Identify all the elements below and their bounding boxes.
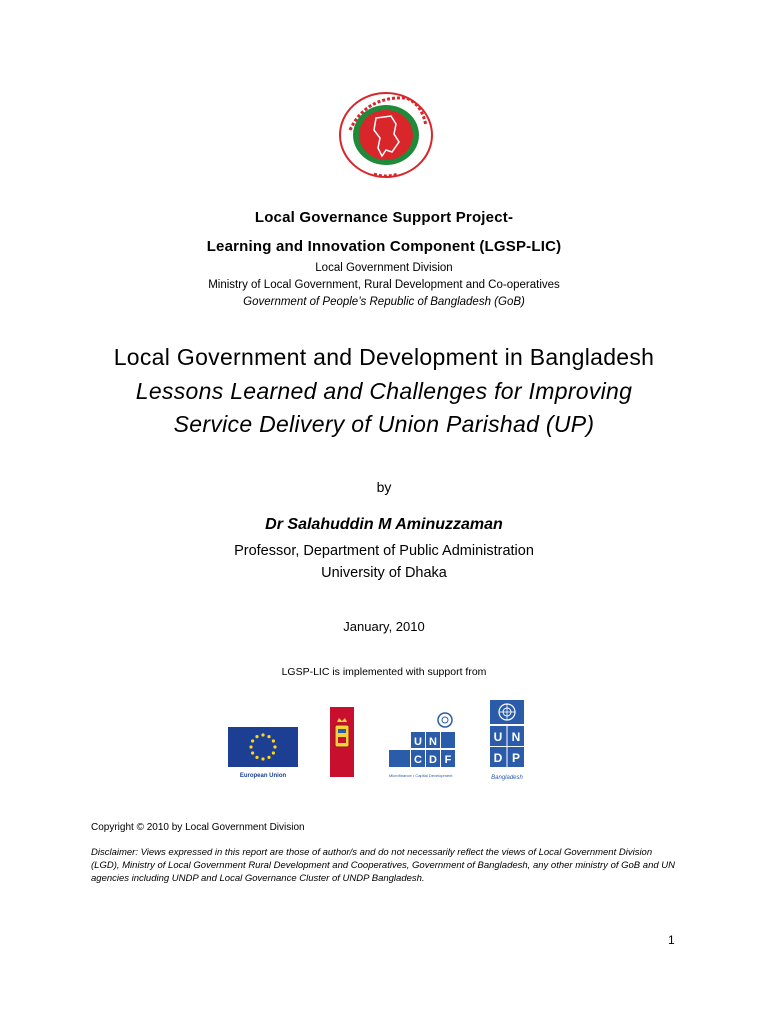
- undp-caption: Bangladesh: [491, 775, 523, 781]
- government-seal-icon: [336, 90, 436, 180]
- author-name: Dr Salahuddin M Aminuzzaman: [265, 516, 503, 533]
- publication-date: January, 2010: [343, 619, 425, 634]
- uncdf-caption: Microfinance • Capital Development: [389, 773, 453, 778]
- uncdf-letter: N: [429, 736, 437, 748]
- project-title-line1: Local Governance Support Project-: [254, 209, 514, 226]
- government-name: Government of People’s Republic of Bangladesh (GoB): [243, 296, 525, 308]
- ministry-name: Ministry of Local Government, Rural Development and Co-operatives: [208, 279, 560, 291]
- uncdf-letter: D: [429, 754, 437, 766]
- uncdf-logo: [389, 712, 456, 777]
- division-name: Local Government Division: [315, 262, 453, 274]
- eu-caption: European Union: [239, 773, 287, 779]
- undp-letter: N: [511, 730, 521, 744]
- undp-mark-icon: [488, 700, 526, 770]
- eu-flag-icon: [228, 727, 298, 767]
- european-union-logo: [228, 727, 298, 777]
- support-statement: LGSP-LIC is implemented with support from: [281, 666, 487, 678]
- project-title-line2: Learning and Innovation Component (LGSP-LIC): [206, 238, 562, 255]
- uncdf-letter: U: [414, 736, 422, 748]
- undp-letter: U: [493, 730, 503, 744]
- undp-letter: D: [493, 751, 503, 765]
- uncdf-letter: C: [414, 754, 422, 766]
- document-title: Local Government and Development in Bangladesh: [113, 344, 655, 370]
- undp-letter: P: [511, 751, 521, 765]
- copyright-notice: Copyright © 2010 by Local Government Division: [91, 822, 305, 833]
- author-position: Professor, Department of Public Administration: [234, 543, 534, 559]
- document-subtitle-line2: Service Delivery of Union Parishad (UP): [173, 411, 595, 437]
- document-subtitle-line1: Lessons Learned and Challenges for Improving: [135, 378, 633, 404]
- author-university: University of Dhaka: [321, 565, 447, 581]
- uncdf-mark-icon: [389, 712, 456, 768]
- disclaimer-text: Disclaimer: Views expressed in this report are those of author/s and do not necessarily reflect the views of Local Government Division (LGD), Ministry of Local Government Rural Development and Cooperatives, Government of Bangladesh, any other ministry of GoB and UN agencies including UNDP and Local Governance Cluster of UNDP Bangladesh.: [91, 847, 675, 884]
- by-label: by: [376, 479, 392, 495]
- uncdf-letter: F: [444, 754, 452, 766]
- denmark-crest-icon: [330, 707, 354, 777]
- page-number: 1: [668, 933, 675, 947]
- undp-logo: [488, 700, 526, 780]
